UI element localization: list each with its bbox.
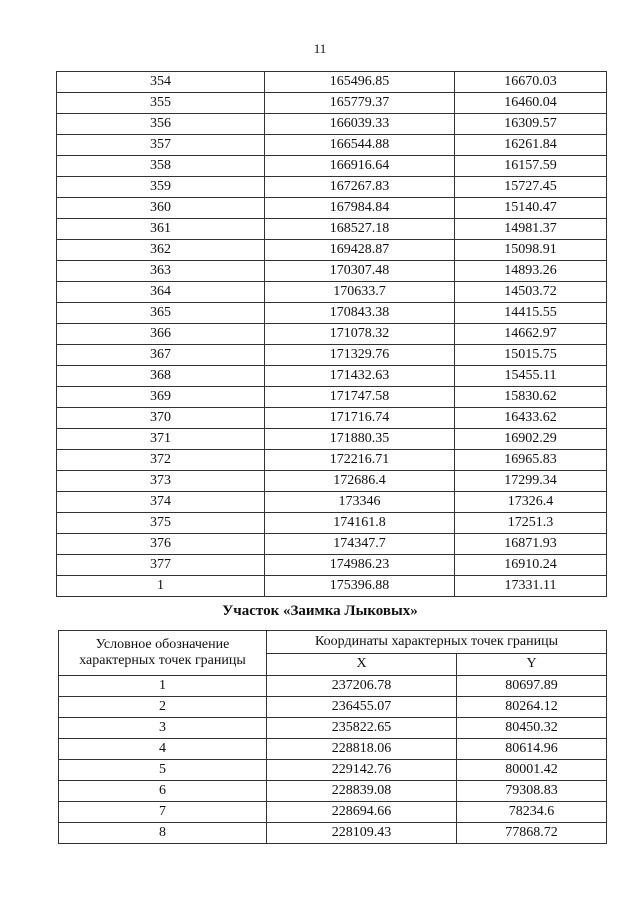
y-coordinate-cell: 80001.42: [457, 760, 607, 781]
point-number-cell: 372: [57, 450, 265, 471]
section-title: Участок «Заимка Лыковых»: [222, 603, 418, 619]
y-coordinate-cell: 15727.45: [455, 177, 607, 198]
table-row: [57, 303, 607, 324]
table-row: [57, 177, 607, 198]
x-coordinate-cell: 228818.06: [267, 739, 457, 760]
coordinates-table-body: [57, 72, 607, 597]
point-number-cell: 7: [59, 802, 267, 823]
point-number-cell: 364: [57, 282, 265, 303]
table-row: [59, 676, 607, 697]
boundary-points-table-body: [59, 676, 607, 844]
x-coordinate-cell: 174347.7: [265, 534, 455, 555]
y-coordinate-cell: 17251.3: [455, 513, 607, 534]
point-number-cell: 365: [57, 303, 265, 324]
table-row: [57, 429, 607, 450]
page-number: 11: [313, 41, 327, 56]
table-row: [59, 697, 607, 718]
point-number-cell: 367: [57, 345, 265, 366]
point-number-cell: 357: [57, 135, 265, 156]
point-number-cell: 6: [59, 781, 267, 802]
x-coordinate-cell: 171716.74: [265, 408, 455, 429]
x-coordinate-cell: 166916.64: [265, 156, 455, 177]
y-coordinate-cell: 15140.47: [455, 198, 607, 219]
x-coordinate-cell: 168527.18: [265, 219, 455, 240]
y-coordinate-cell: 16965.83: [455, 450, 607, 471]
x-coordinate-cell: 166039.33: [265, 114, 455, 135]
point-number-cell: 358: [57, 156, 265, 177]
coordinates-header: Координаты характерных точек границы: [267, 631, 607, 654]
table-row: [57, 324, 607, 345]
point-number-cell: 376: [57, 534, 265, 555]
y-coordinate-cell: 14981.37: [455, 219, 607, 240]
x-coordinate-cell: 169428.87: [265, 240, 455, 261]
y-coordinate-cell: 16910.24: [455, 555, 607, 576]
table-row: [57, 408, 607, 429]
table-row: [59, 802, 607, 823]
y-coordinate-cell: 14662.97: [455, 324, 607, 345]
point-number-cell: 5: [59, 760, 267, 781]
table-row: [59, 760, 607, 781]
point-number-cell: 8: [59, 823, 267, 844]
x-column-header: X: [267, 653, 457, 676]
table-row: [59, 739, 607, 760]
table-row: [57, 135, 607, 156]
table-row: [57, 345, 607, 366]
point-number-cell: 360: [57, 198, 265, 219]
point-number-cell: 375: [57, 513, 265, 534]
x-coordinate-cell: 170633.7: [265, 282, 455, 303]
table-row: [59, 823, 607, 844]
point-number-cell: 362: [57, 240, 265, 261]
point-number-cell: 356: [57, 114, 265, 135]
point-number-cell: 368: [57, 366, 265, 387]
x-coordinate-cell: 172686.4: [265, 471, 455, 492]
table-row: [59, 781, 607, 802]
point-designation-header: Условное обозначение характерных точек границы: [59, 631, 267, 676]
header-row: [59, 631, 607, 654]
x-coordinate-cell: 174986.23: [265, 555, 455, 576]
x-coordinate-cell: 174161.8: [265, 513, 455, 534]
x-coordinate-cell: 170843.38: [265, 303, 455, 324]
x-coordinate-cell: 171747.58: [265, 387, 455, 408]
y-coordinate-cell: 15098.91: [455, 240, 607, 261]
y-coordinate-cell: 16309.57: [455, 114, 607, 135]
point-number-cell: 363: [57, 261, 265, 282]
point-number-cell: 3: [59, 718, 267, 739]
x-coordinate-cell: 175396.88: [265, 576, 455, 597]
point-number-cell: 366: [57, 324, 265, 345]
y-coordinate-cell: 17326.4: [455, 492, 607, 513]
x-coordinate-cell: 171329.76: [265, 345, 455, 366]
y-coordinate-cell: 16871.93: [455, 534, 607, 555]
point-number-cell: 361: [57, 219, 265, 240]
point-number-cell: 371: [57, 429, 265, 450]
table-row: [57, 114, 607, 135]
x-coordinate-cell: 171432.63: [265, 366, 455, 387]
point-number-cell: 374: [57, 492, 265, 513]
y-coordinate-cell: 16433.62: [455, 408, 607, 429]
boundary-points-table: [58, 630, 607, 844]
x-coordinate-cell: 167267.83: [265, 177, 455, 198]
x-coordinate-cell: 228109.43: [267, 823, 457, 844]
y-coordinate-cell: 16460.04: [455, 93, 607, 114]
y-coordinate-cell: 80450.32: [457, 718, 607, 739]
x-coordinate-cell: 229142.76: [267, 760, 457, 781]
y-coordinate-cell: 15455.11: [455, 366, 607, 387]
y-coordinate-cell: 80614.96: [457, 739, 607, 760]
table-row: [57, 387, 607, 408]
x-coordinate-cell: 167984.84: [265, 198, 455, 219]
y-coordinate-cell: 16670.03: [455, 72, 607, 93]
y-coordinate-cell: 80264.12: [457, 697, 607, 718]
point-number-cell: 370: [57, 408, 265, 429]
y-coordinate-cell: 14503.72: [455, 282, 607, 303]
point-number-cell: 2: [59, 697, 267, 718]
point-number-cell: 377: [57, 555, 265, 576]
x-coordinate-cell: 172216.71: [265, 450, 455, 471]
boundary-points-table-header: [59, 631, 607, 676]
y-coordinate-cell: 79308.83: [457, 781, 607, 802]
x-coordinate-cell: 165779.37: [265, 93, 455, 114]
y-coordinate-cell: 80697.89: [457, 676, 607, 697]
x-coordinate-cell: 237206.78: [267, 676, 457, 697]
table-row: [57, 450, 607, 471]
point-number-cell: 1: [57, 576, 265, 597]
y-coordinate-cell: 16902.29: [455, 429, 607, 450]
y-coordinate-cell: 77868.72: [457, 823, 607, 844]
table-row: [57, 156, 607, 177]
table-row: [57, 366, 607, 387]
table-row: [57, 471, 607, 492]
point-number-cell: 369: [57, 387, 265, 408]
table-row: [57, 513, 607, 534]
table-row: [57, 261, 607, 282]
x-coordinate-cell: 165496.85: [265, 72, 455, 93]
point-number-cell: 354: [57, 72, 265, 93]
table-row: [57, 72, 607, 93]
table-row: [57, 240, 607, 261]
y-coordinate-cell: 17299.34: [455, 471, 607, 492]
y-coordinate-cell: 16157.59: [455, 156, 607, 177]
y-coordinate-cell: 16261.84: [455, 135, 607, 156]
x-coordinate-cell: 166544.88: [265, 135, 455, 156]
table-row: [59, 718, 607, 739]
x-coordinate-cell: 236455.07: [267, 697, 457, 718]
point-number-cell: 355: [57, 93, 265, 114]
y-coordinate-cell: 15015.75: [455, 345, 607, 366]
table-row: [57, 282, 607, 303]
x-coordinate-cell: 171880.35: [265, 429, 455, 450]
point-number-cell: 4: [59, 739, 267, 760]
x-coordinate-cell: 173346: [265, 492, 455, 513]
y-coordinate-cell: 17331.11: [455, 576, 607, 597]
y-coordinate-cell: 78234.6: [457, 802, 607, 823]
table-row: [57, 198, 607, 219]
table-row: [57, 492, 607, 513]
table-row: [57, 534, 607, 555]
y-coordinate-cell: 14415.55: [455, 303, 607, 324]
table-row: [57, 93, 607, 114]
x-coordinate-cell: 171078.32: [265, 324, 455, 345]
coordinates-table: [56, 71, 607, 597]
table-row: [57, 576, 607, 597]
y-column-header: Y: [457, 653, 607, 676]
y-coordinate-cell: 15830.62: [455, 387, 607, 408]
point-number-cell: 373: [57, 471, 265, 492]
x-coordinate-cell: 170307.48: [265, 261, 455, 282]
point-number-cell: 359: [57, 177, 265, 198]
y-coordinate-cell: 14893.26: [455, 261, 607, 282]
point-number-cell: 1: [59, 676, 267, 697]
table-row: [57, 219, 607, 240]
x-coordinate-cell: 228839.08: [267, 781, 457, 802]
table-row: [57, 555, 607, 576]
x-coordinate-cell: 228694.66: [267, 802, 457, 823]
x-coordinate-cell: 235822.65: [267, 718, 457, 739]
